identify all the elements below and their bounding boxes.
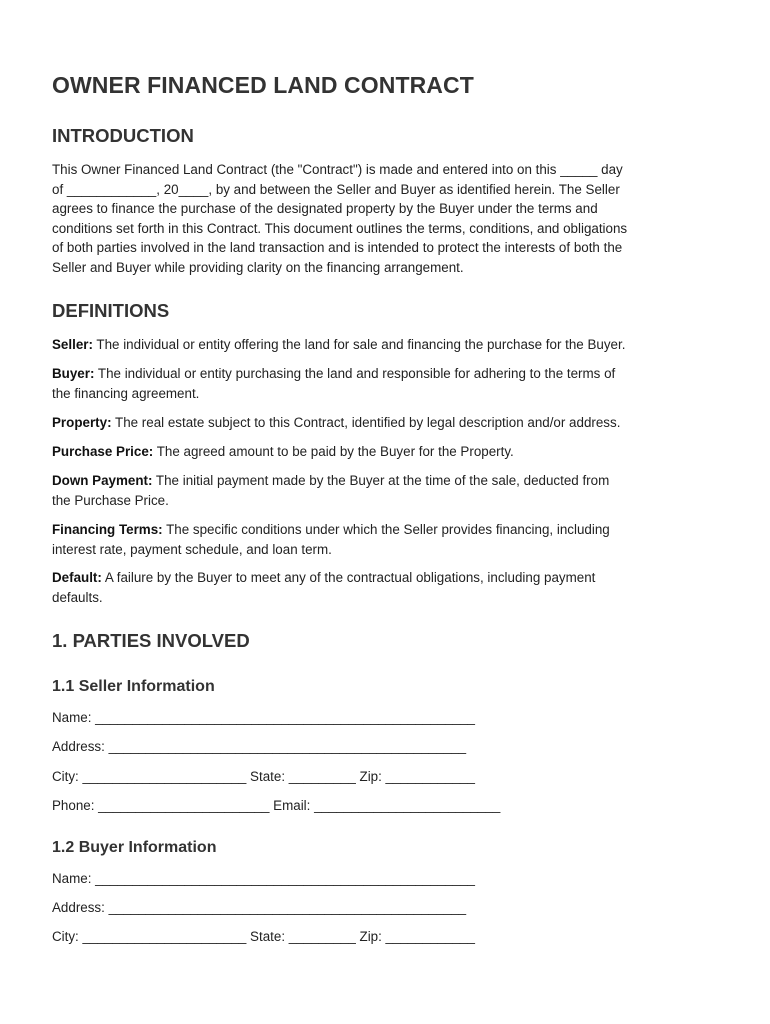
seller-address-field[interactable]: Address: ________________________________________________ <box>52 739 467 754</box>
paragraph-line: of both parties involved in the land transaction and is intended to protect the interests of both the <box>52 240 623 255</box>
definition-default <box>52 568 595 607</box>
introduction-heading: INTRODUCTION <box>52 125 194 146</box>
paragraph-line: agrees to finance the purchase of the designated property by the Buyer under the terms and <box>52 201 598 216</box>
definition-text: The real estate subject to this Contract, identified by legal description and/or address. <box>111 415 621 430</box>
paragraph-line: This Owner Financed Land Contract (the "Contract") is made and entered into on this _____ day <box>52 162 623 177</box>
definition-down-payment <box>52 471 609 510</box>
definition-text: the Purchase Price. <box>52 492 169 508</box>
seller-phone-email-field[interactable]: Phone: _______________________ Email: _________________________ <box>52 798 501 813</box>
definition-term: Default: <box>52 570 102 585</box>
definition-text: The specific conditions under which the Seller provides financing, including <box>162 522 610 537</box>
parties-heading: 1. PARTIES INVOLVED <box>52 630 250 651</box>
definition-term: Down Payment: <box>52 473 153 488</box>
paragraph-line: Seller and Buyer while providing clarity on the financing arrangement. <box>52 259 464 275</box>
definition-seller <box>52 335 625 355</box>
paragraph-line: of ____________, 20____, by and between the Seller and Buyer as identified herein. The Seller <box>52 181 620 197</box>
seller-name-field[interactable]: Name: ___________________________________________________ <box>52 710 475 725</box>
definition-buyer <box>52 364 615 403</box>
definition-term: Purchase Price: <box>52 444 154 459</box>
buyer-address-field[interactable]: Address: ________________________________________________ <box>52 900 467 915</box>
definition-text: A failure by the Buyer to meet any of the contractual obligations, including payment <box>101 570 596 585</box>
definition-property <box>52 413 620 433</box>
document-title: OWNER FINANCED LAND CONTRACT <box>52 72 474 98</box>
introduction-paragraph <box>52 160 627 277</box>
definition-text: The initial payment made by the Buyer at the time of the sale, deducted from <box>152 473 610 488</box>
buyer-city-state-zip-field[interactable]: City: ______________________ State: _________ Zip: ____________ <box>52 929 475 944</box>
definition-term: Buyer: <box>52 366 95 381</box>
buyer-information-heading: 1.2 Buyer Information <box>52 839 217 856</box>
definition-term: Property: <box>52 415 112 430</box>
definition-text: defaults. <box>52 589 103 605</box>
definition-text: The individual or entity purchasing the land and responsible for adhering to the terms of <box>94 366 616 381</box>
definition-financing-terms <box>52 520 610 559</box>
paragraph-line: conditions set forth in this Contract. This document outlines the terms, conditions, and obligations <box>52 220 628 236</box>
buyer-name-field[interactable]: Name: ___________________________________________________ <box>52 871 475 886</box>
definition-term: Financing Terms: <box>52 522 163 537</box>
definition-text: The agreed amount to be paid by the Buyer for the Property. <box>153 444 514 459</box>
definition-text: The individual or entity offering the land for sale and financing the purchase for the Buyer. <box>92 337 626 352</box>
definitions-heading: DEFINITIONS <box>52 300 170 321</box>
definition-term: Seller: <box>52 337 93 352</box>
definition-purchase-price <box>52 442 514 462</box>
seller-city-state-zip-field[interactable]: City: ______________________ State: _________ Zip: ____________ <box>52 769 475 784</box>
seller-information-heading: 1.1 Seller Information <box>52 678 215 695</box>
definition-text: interest rate, payment schedule, and loan term. <box>52 541 332 557</box>
definition-text: the financing agreement. <box>52 385 200 401</box>
